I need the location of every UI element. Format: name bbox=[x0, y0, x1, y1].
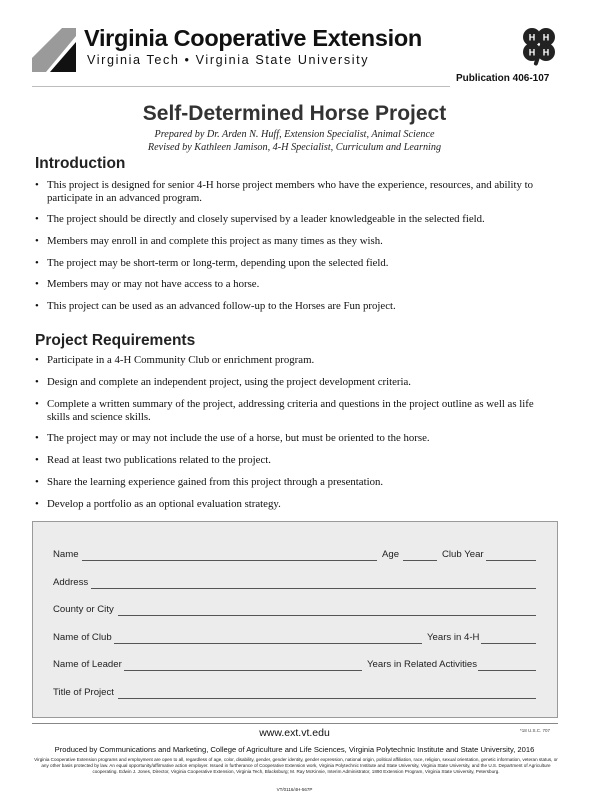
universities: Virginia Tech • Virginia State University bbox=[87, 53, 370, 67]
usc-code: *18 U.S.C. 707 bbox=[520, 728, 551, 733]
introduction-heading: Introduction bbox=[35, 155, 126, 172]
age-label: Age bbox=[382, 549, 400, 560]
publication-code: VT/0116/4H-567P bbox=[276, 787, 313, 792]
svg-text:H: H bbox=[528, 32, 536, 43]
county-field[interactable] bbox=[118, 615, 536, 616]
page-title: Self-Determined Horse Project bbox=[142, 102, 447, 125]
footer-url[interactable]: www.ext.vt.edu bbox=[259, 727, 330, 739]
list-item: • Share the learning experience gained from this project through a presentation. bbox=[35, 476, 557, 489]
list-item: • Members may or may not have access to a horse. bbox=[35, 278, 557, 291]
list-item: • Participate in a 4-H Community Club or enrichment program. bbox=[35, 354, 557, 367]
svg-text:H: H bbox=[542, 47, 550, 58]
legal-notice: Virginia Cooperative Extension programs and employment are open to all, regardless of age, color, disability, gender, gender identity, gender expression, national origin, political affiliation, race, religion, sexual orientation, genetic information, veteran status, or any other basis protected by law. An equal opportunity/affirmative action employer. Issued in furtherance of Cooperative Extension work, Virginia Polytechnic Institute and State University, Virginia State University, and the U.S. Department of Agriculture cooperating. Edwin J. Jones, Director, Virginia Cooperative Extension, Virginia Tech, Blacksburg; M. Ray McKinnie, Interim Administrator, 1890 Extension Program, Virginia State University, Petersburg. bbox=[34, 757, 558, 774]
list-item: • The project should be directly and closely supervised by a leader knowledgeable in the selected field. bbox=[35, 213, 557, 226]
age-field[interactable] bbox=[403, 560, 437, 561]
produced-by: Produced by Communications and Marketing, College of Agriculture and Life Sciences, Virginia Polytechnic Institute and State University, 2016 bbox=[54, 745, 535, 754]
list-item: • The project may be short-term or long-term, depending upon the selected field. bbox=[35, 257, 557, 270]
project-title-field[interactable] bbox=[118, 698, 536, 699]
list-item: • This project can be used as an advanced follow-up to the Horses are Fun project. bbox=[35, 300, 557, 313]
club-name-label: Name of Club bbox=[53, 632, 112, 643]
introduction-list bbox=[35, 179, 557, 313]
address-label: Address bbox=[53, 577, 89, 588]
org-name: Virginia Cooperative Extension bbox=[84, 25, 422, 51]
list-item: • Read at least two publications related to the project. bbox=[35, 454, 557, 467]
club-name-field[interactable] bbox=[114, 643, 422, 644]
years-4h-label: Years in 4-H bbox=[427, 632, 480, 643]
header-rule bbox=[32, 86, 450, 87]
leader-label: Name of Leader bbox=[53, 659, 122, 670]
related-years-field[interactable] bbox=[478, 670, 536, 671]
list-item: • Members may enroll in and complete this project as many times as they wish. bbox=[35, 235, 557, 248]
list-item: • Complete a written summary of the project, addressing criteria and questions in the project outline as well as life skills and science skills. bbox=[35, 398, 557, 424]
svg-text:H: H bbox=[528, 47, 536, 58]
club-year-field[interactable] bbox=[486, 560, 536, 561]
club-year-label: Club Year bbox=[442, 549, 484, 560]
footer-rule bbox=[32, 723, 558, 724]
prepared-by: Prepared by Dr. Arden N. Huff, Extension Specialist, Animal Science bbox=[154, 129, 435, 140]
leader-field[interactable] bbox=[124, 670, 362, 671]
list-item: • The project may or may not include the use of a horse, but must be oriented to the horse. bbox=[35, 432, 557, 445]
list-item: • Develop a portfolio as an optional evaluation strategy. bbox=[35, 498, 557, 511]
name-field[interactable] bbox=[82, 560, 377, 561]
list-item: • Design and complete an independent project, using the project development criteria. bbox=[35, 376, 557, 389]
4h-clover-icon bbox=[519, 26, 559, 68]
vce-swoosh-icon bbox=[32, 28, 76, 72]
requirements-heading: Project Requirements bbox=[35, 332, 196, 349]
county-label: County or City bbox=[53, 604, 114, 615]
svg-text:H: H bbox=[542, 32, 550, 43]
requirements-list bbox=[35, 354, 557, 511]
list-item: • This project is designed for senior 4-H horse project members who have the experience, resources, and ability to participate in an advanced program. bbox=[35, 179, 557, 205]
publication-number: Publication 406-107 bbox=[456, 73, 550, 84]
address-field[interactable] bbox=[91, 588, 536, 589]
project-title-label: Title of Project bbox=[53, 687, 114, 698]
name-label: Name bbox=[53, 549, 79, 560]
years-4h-field[interactable] bbox=[481, 643, 536, 644]
related-years-label: Years in Related Activities bbox=[367, 659, 478, 670]
revised-by: Revised by Kathleen Jamison, 4-H Specialist, Curriculum and Learning bbox=[147, 142, 442, 153]
